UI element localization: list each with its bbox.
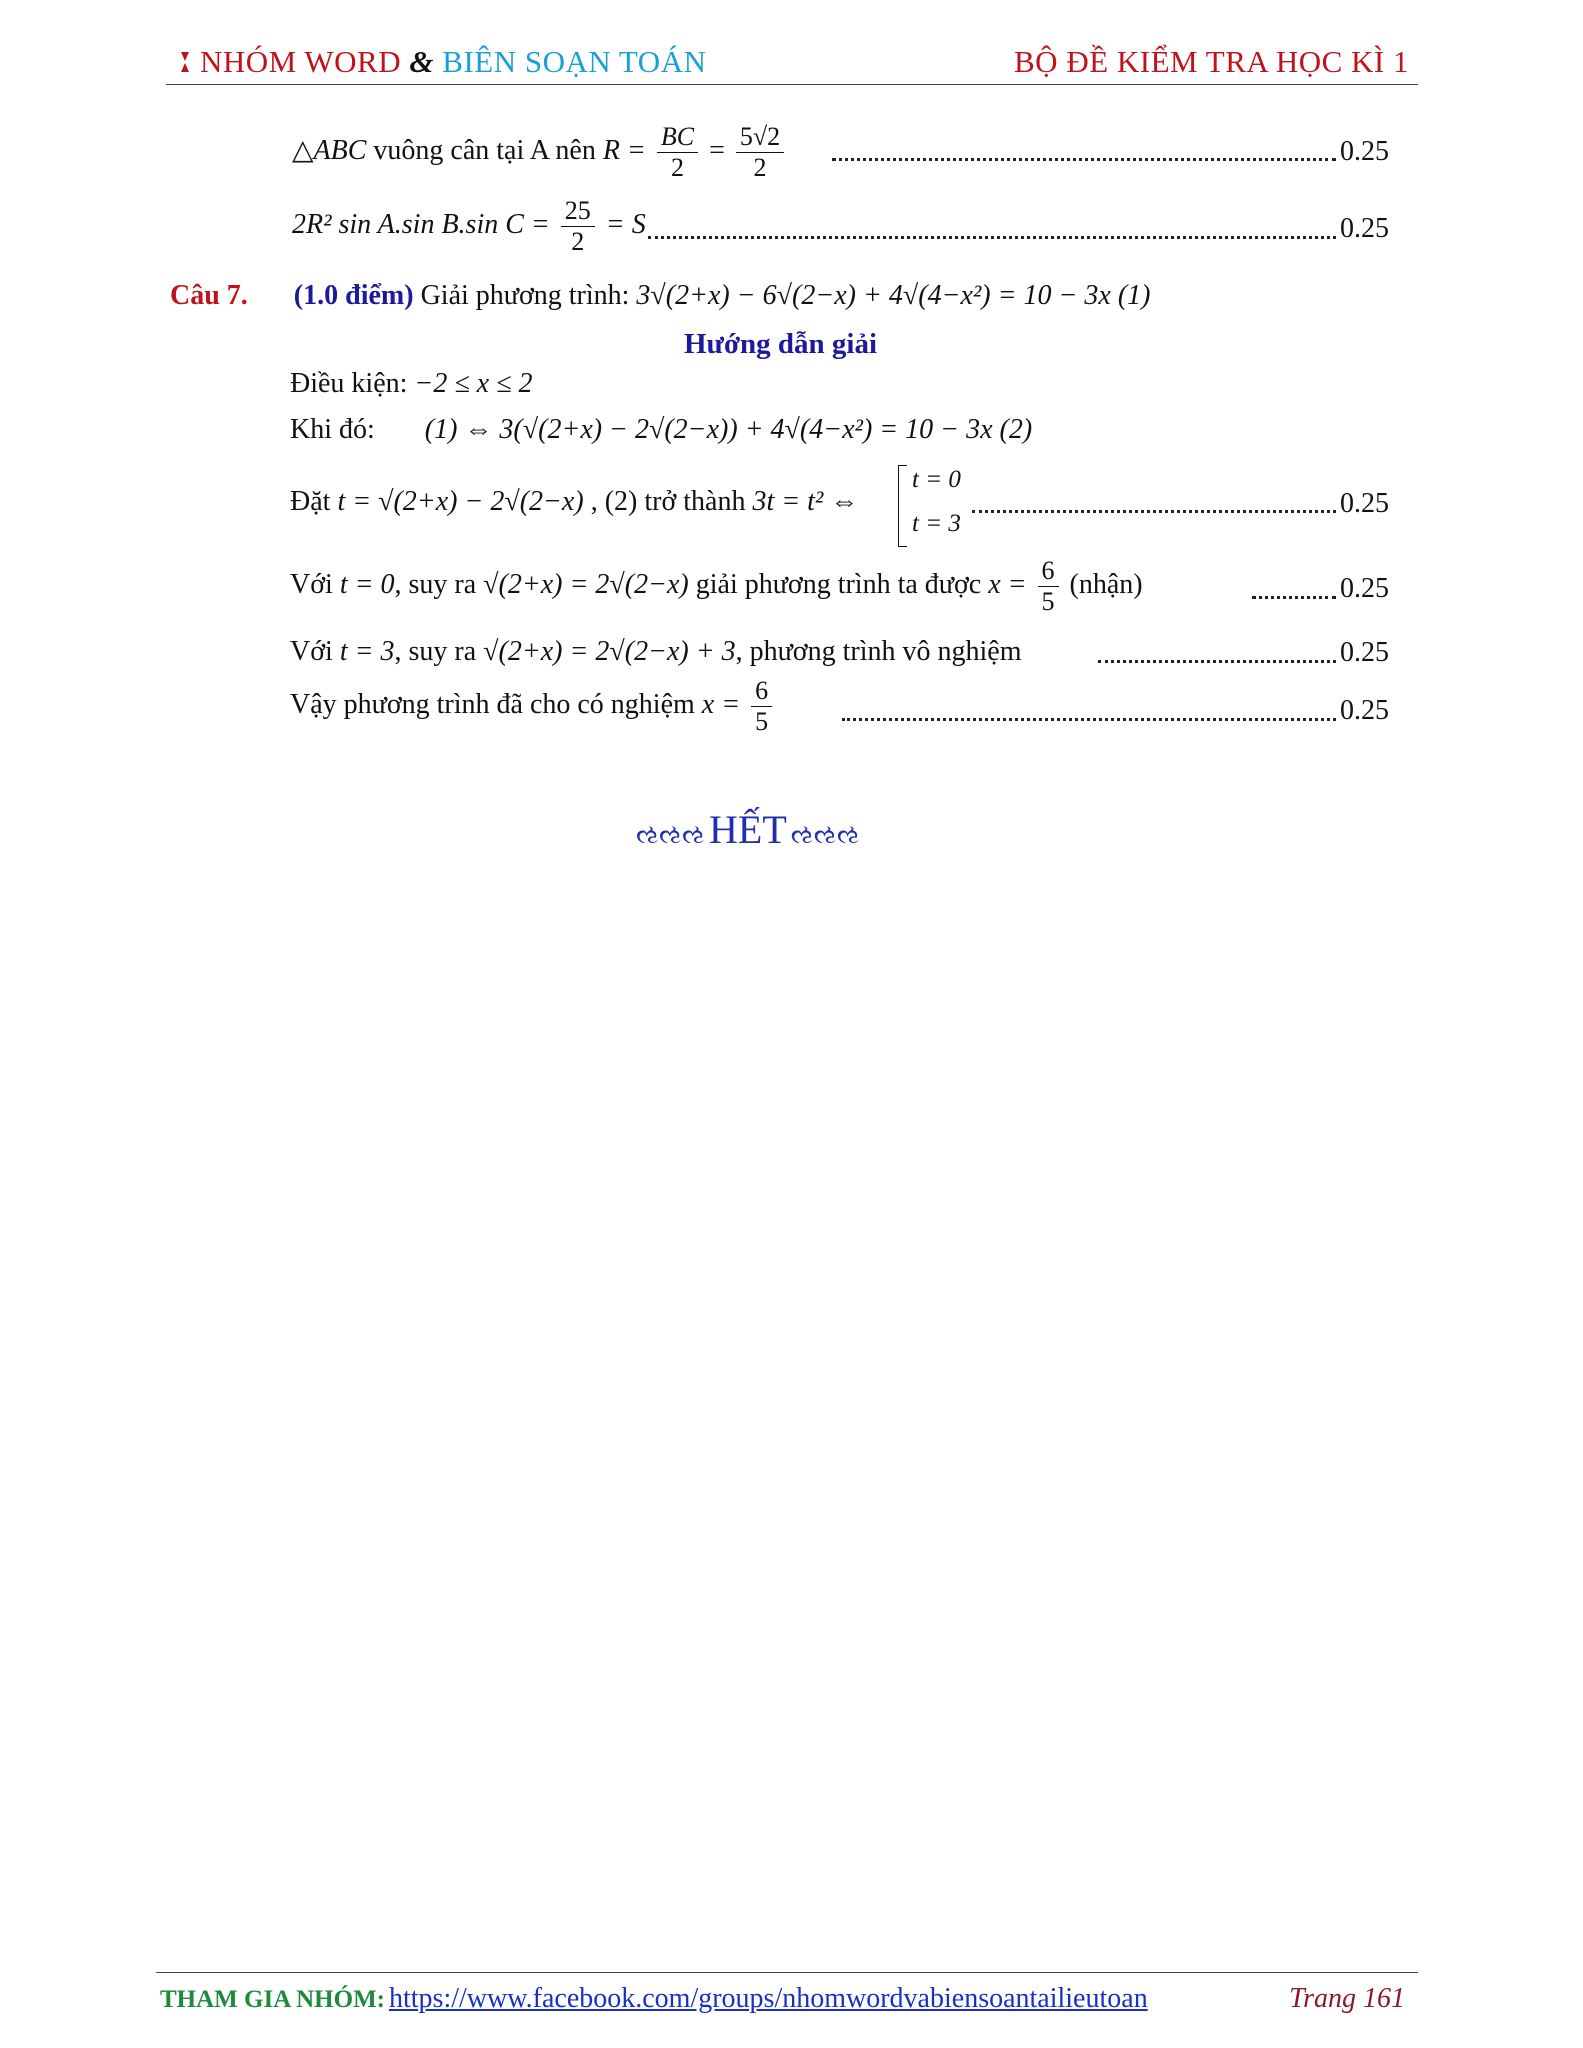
dot-leader bbox=[1252, 596, 1336, 599]
case-t3-line: Với t = 3, suy ra √(2+x) = 2√(2−x) + 3, phương trình vô nghiệm bbox=[290, 636, 1022, 667]
footer bbox=[160, 1983, 1148, 2015]
case-t0-line: Với t = 0, suy ra √(2+x) = 2√(2−x) giải phương trình ta được x = $\frac{6}{5}$ (nhận) bbox=[290, 556, 1143, 616]
footer-rule bbox=[156, 1972, 1418, 1973]
conclusion-line: Vậy phương trình đã cho có nghiệm x = $\frac{6}{5}$ bbox=[290, 676, 776, 737]
header-group-name: NHÓM WORD bbox=[200, 44, 402, 79]
question-points: (1.0 điểm) bbox=[293, 280, 414, 311]
score-value: 0.25 bbox=[1340, 695, 1389, 726]
header-group-subtitle: BIÊN SOẠN TOÁN bbox=[442, 44, 707, 79]
end-marker bbox=[636, 806, 860, 853]
header-rule bbox=[166, 84, 1418, 85]
score-value: 0.25 bbox=[1340, 213, 1389, 244]
question-label: Câu 7. bbox=[170, 280, 248, 311]
transform-line: Khi đó: (1) ⇔ 3(√(2+x) − 2√(2−x)) + 4√(4−x²) = 10 − 3x (2) bbox=[290, 414, 1033, 445]
fraction: $\frac{5√2}{2}$ bbox=[736, 122, 784, 183]
case-1: t = 0 bbox=[912, 466, 961, 493]
header-ampersand: & bbox=[409, 44, 435, 79]
prev-line-1: △ABC vuông cân tại A nên R = $\frac{BC}{2}$ = $\frac{5√2}{2}$ bbox=[292, 122, 788, 183]
dot-leader bbox=[832, 158, 1336, 161]
page-number: Trang 161 bbox=[1289, 1983, 1405, 2014]
fraction: $\frac{25}{2}$ bbox=[561, 196, 595, 257]
case-2: t = 3 bbox=[912, 510, 961, 537]
substitution-line: Đặt t = √(2+x) − 2√(2−x) , (2) trở thành 3t = t² ⇔ bbox=[290, 486, 859, 517]
question-equation: 3√(2+x) − 6√(2−x) + 4√(4−x²) = 10 − 3x (1) bbox=[636, 280, 1151, 311]
header-title-left bbox=[178, 44, 706, 80]
ornament-left-icon: ઌઌઌ bbox=[636, 820, 706, 849]
solution-guide-title: Hướng dẫn giải bbox=[684, 328, 878, 360]
prev-line-2: 2R² sin A.sin B.sin C = $\frac{25}{2}$ = S bbox=[292, 196, 646, 256]
dot-leader bbox=[842, 718, 1336, 721]
score-value: 0.25 bbox=[1340, 136, 1389, 167]
footer-group-link[interactable]: https://www.facebook.com/groups/nhomwordvabiensoantailieutoan bbox=[389, 1983, 1148, 2014]
footer-label: THAM GIA NHÓM: bbox=[160, 1986, 385, 2013]
ornament-right-icon: ઌઌઌ bbox=[790, 820, 860, 849]
dot-leader bbox=[972, 510, 1336, 513]
dot-leader bbox=[648, 236, 1336, 239]
end-text: HẾT bbox=[709, 807, 787, 852]
fraction: $\frac{6}{5}$ bbox=[1038, 556, 1059, 617]
case-bracket bbox=[898, 465, 907, 547]
condition-line: Điều kiện: −2 ≤ x ≤ 2 bbox=[290, 368, 533, 399]
fraction: $\frac{6}{5}$ bbox=[751, 676, 772, 737]
fraction: $\frac{BC}{2}$ bbox=[657, 122, 698, 183]
header-title-right: BỘ ĐỀ KIỂM TRA HỌC KÌ 1 bbox=[1014, 44, 1409, 79]
score-value: 0.25 bbox=[1340, 637, 1389, 668]
score-value: 0.25 bbox=[1340, 573, 1389, 604]
dot-leader bbox=[1098, 660, 1336, 663]
score-value: 0.25 bbox=[1340, 488, 1389, 519]
logo-icon bbox=[178, 46, 192, 70]
question-7-heading: Câu 7. (1.0 điểm) Giải phương trình: 3√(2+x) − 6√(2−x) + 4√(4−x²) = 10 − 3x (1) bbox=[170, 280, 1151, 311]
